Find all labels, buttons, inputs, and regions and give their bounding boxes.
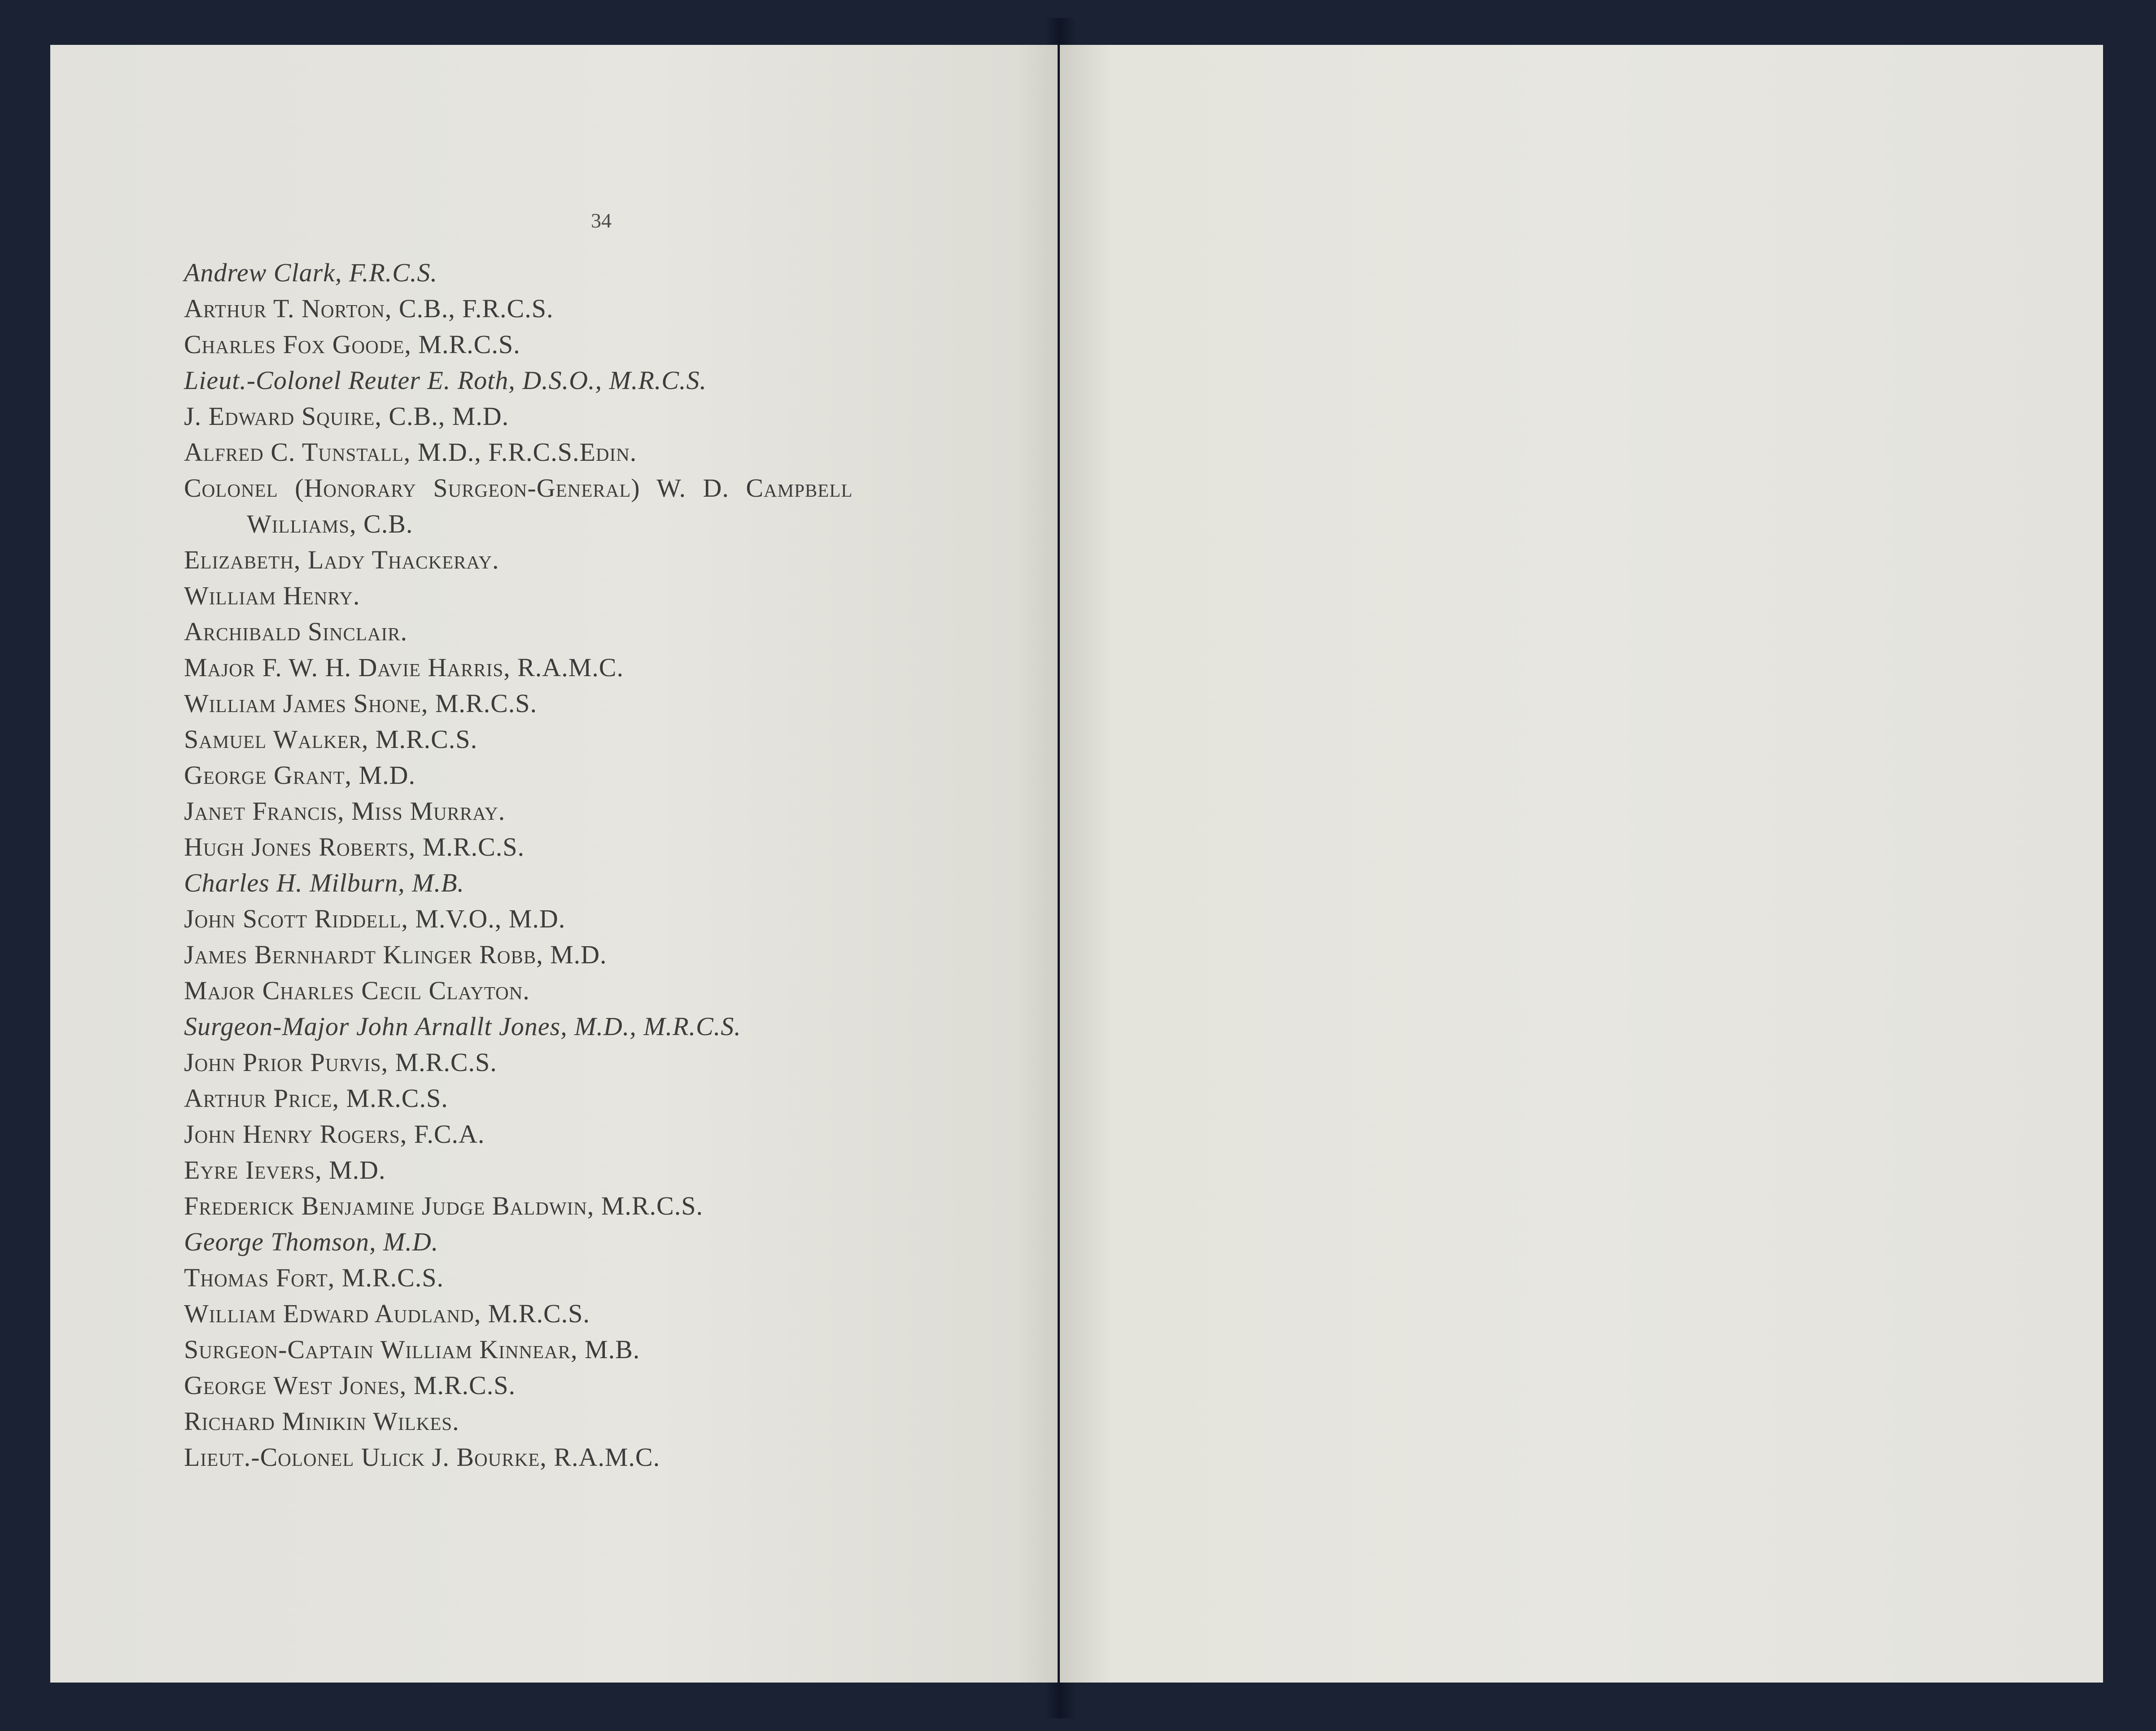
- list-entry: Major Charles Cecil Clayton.: [184, 976, 530, 1005]
- list-entry: Eyre Ievers, M.D.: [184, 1155, 386, 1185]
- list-entry: Lieut.-Colonel Ulick J. Bourke, R.A.M.C.: [184, 1442, 660, 1472]
- list-entry: Williams, C.B.: [247, 509, 413, 538]
- list-entry: William James Shone, M.R.C.S.: [184, 689, 538, 718]
- list-entry: John Prior Purvis, M.R.C.S.: [184, 1048, 497, 1077]
- list-entry: Arthur Price, M.R.C.S.: [184, 1084, 448, 1113]
- list-entry: Surgeon-Major John Arnallt Jones, M.D., M.R.C.S.: [184, 1012, 741, 1041]
- list-entry: Archibald Sinclair.: [184, 617, 407, 646]
- list-entry: Samuel Walker, M.R.C.S.: [184, 725, 478, 754]
- list-entry: Frederick Benjamine Judge Baldwin, M.R.C.S.: [184, 1191, 703, 1220]
- list-entry: Thomas Fort, M.R.C.S.: [184, 1263, 444, 1292]
- list-entry: James Bernhardt Klinger Robb, M.D.: [184, 940, 607, 969]
- page-number: 34: [591, 209, 612, 232]
- list-entry: Charles H. Milburn, M.B.: [184, 868, 464, 897]
- list-entry: William Henry.: [184, 581, 360, 610]
- list-entry: Hugh Jones Roberts, M.R.C.S.: [184, 832, 525, 861]
- list-entry: Richard Minikin Wilkes.: [184, 1407, 459, 1436]
- list-entry: J. Edward Squire, C.B., M.D.: [184, 402, 509, 431]
- list-entry: Janet Francis, Miss Murray.: [184, 796, 506, 826]
- list-entry: Colonel (Honorary Surgeon-General) W. D. Campbell: [184, 473, 853, 503]
- list-entry: Surgeon-Captain William Kinnear, M.B.: [184, 1335, 640, 1364]
- list-entry: George Grant, M.D.: [184, 761, 415, 790]
- list-entry: John Henry Rogers, F.C.A.: [184, 1119, 485, 1149]
- list-entry: Lieut.-Colonel Reuter E. Roth, D.S.O., M.R.C.S.: [184, 366, 707, 395]
- list-entry: George Thomson, M.D.: [184, 1227, 439, 1256]
- list-entry: John Scott Riddell, M.V.O., M.D.: [184, 904, 566, 933]
- list-entry: Elizabeth, Lady Thackeray.: [184, 545, 499, 574]
- list-entry: George West Jones, M.R.C.S.: [184, 1371, 516, 1400]
- list-entry: Charles Fox Goode, M.R.C.S.: [184, 330, 520, 359]
- right-page-blank: [1060, 45, 2103, 1683]
- list-entry: Alfred C. Tunstall, M.D., F.R.C.S.Edin.: [184, 437, 637, 467]
- list-entry: William Edward Audland, M.R.C.S.: [184, 1299, 590, 1328]
- list-entry: Andrew Clark, F.R.C.S.: [184, 258, 437, 287]
- subscriber-list: [184, 255, 1036, 1475]
- list-entry: Arthur T. Norton, C.B., F.R.C.S.: [184, 294, 554, 323]
- list-entry: Major F. W. H. Davie Harris, R.A.M.C.: [184, 653, 624, 682]
